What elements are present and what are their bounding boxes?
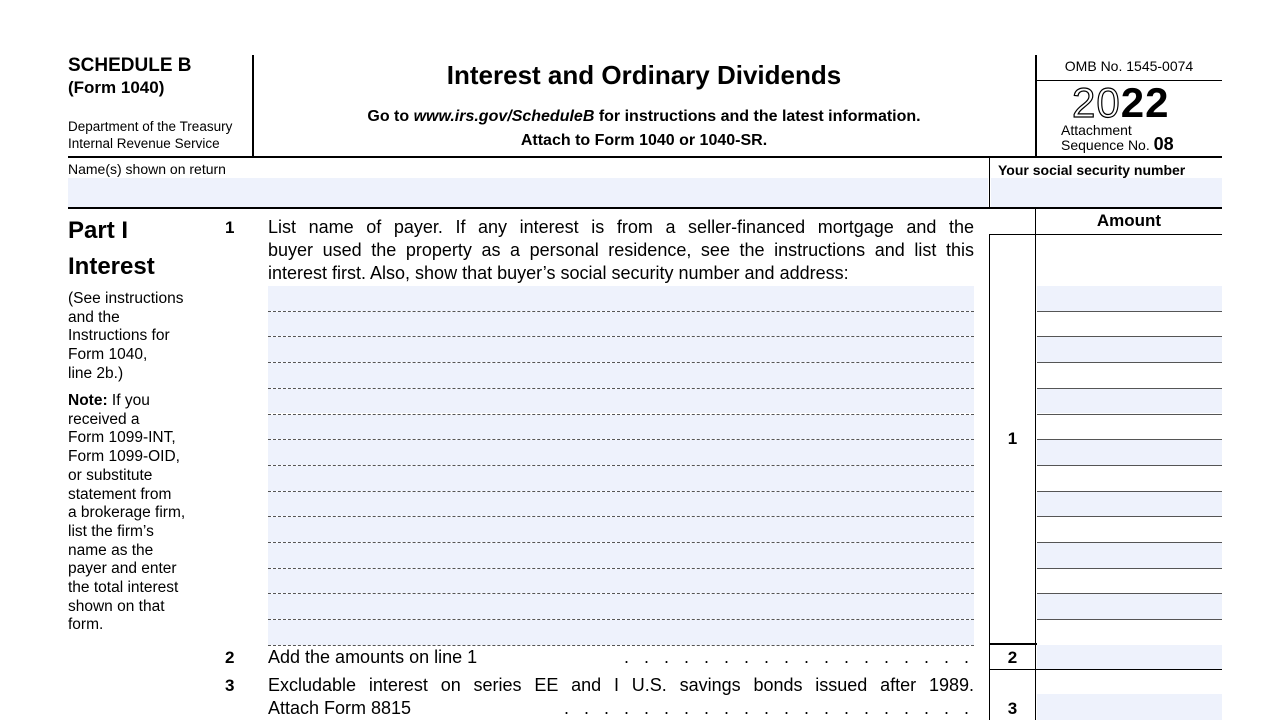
line-2-box-label: 2 bbox=[1007, 648, 1018, 667]
payer-amount-field[interactable] bbox=[1037, 312, 1222, 337]
note-label: Note: bbox=[68, 392, 108, 409]
part-title: Interest bbox=[68, 253, 155, 280]
brokerage-note bbox=[68, 392, 208, 635]
line-3-text-line: Attach Form 8815 bbox=[268, 698, 412, 718]
line-3-text bbox=[268, 674, 974, 720]
payer-amount-field[interactable] bbox=[1037, 337, 1222, 362]
payer-amount-field[interactable] bbox=[1037, 517, 1222, 542]
payer-name-field[interactable] bbox=[268, 492, 974, 517]
payer-name-field[interactable] bbox=[268, 543, 974, 568]
payer-name-field[interactable] bbox=[268, 337, 974, 362]
line-2-label: Add the amounts on line 1 bbox=[268, 647, 478, 667]
line-2-amount-field[interactable] bbox=[1037, 645, 1222, 669]
tax-year-prefix: 20 bbox=[1072, 79, 1121, 126]
amount-column-header: Amount bbox=[1096, 211, 1162, 230]
line-1-number: 1 bbox=[225, 218, 235, 237]
line-3-amount-field[interactable] bbox=[1037, 694, 1222, 720]
form-number: (Form 1040) bbox=[68, 78, 165, 97]
agency-name: Internal Revenue Service bbox=[68, 136, 220, 151]
part-label: Part I bbox=[68, 217, 129, 244]
instructions-link[interactable]: www.irs.gov/ScheduleB bbox=[413, 108, 595, 125]
line-2-bottom-rule bbox=[989, 669, 1222, 670]
line-3-leader: . . . . . . . . . . . . . . . . . . . . . bbox=[563, 698, 974, 718]
payer-amount-field[interactable] bbox=[1037, 440, 1222, 465]
payer-name-field[interactable] bbox=[268, 415, 974, 440]
payer-amount-field[interactable] bbox=[1037, 389, 1222, 414]
note-line: If you bbox=[107, 392, 150, 409]
attachment-sequence bbox=[1061, 123, 1174, 152]
omb-number: OMB No. 1545-0074 bbox=[1064, 58, 1194, 74]
amount-header-underline bbox=[989, 234, 1222, 235]
note-line: the total interest bbox=[68, 579, 179, 597]
payer-name-field[interactable] bbox=[268, 620, 974, 645]
note-line: Form 1099-OID, bbox=[68, 448, 180, 466]
payer-name-field[interactable] bbox=[268, 363, 974, 388]
part-heading bbox=[68, 213, 155, 285]
payer-amount-field[interactable] bbox=[1037, 620, 1222, 645]
see-instructions-note bbox=[68, 290, 208, 384]
note-line: form. bbox=[68, 616, 104, 634]
see-instructions-line: and the bbox=[68, 308, 120, 326]
sequence-label: Sequence No. bbox=[1061, 137, 1150, 153]
see-instructions-line: (See instructions bbox=[68, 290, 184, 307]
payer-name-field[interactable] bbox=[268, 594, 974, 619]
see-instructions-line: Form 1040, bbox=[68, 346, 148, 364]
attach-to-line: Attach to Form 1040 or 1040-SR. bbox=[520, 132, 768, 149]
payer-amount-field[interactable] bbox=[1037, 415, 1222, 440]
name-ssn-divider bbox=[989, 158, 990, 208]
attachment-label: Attachment bbox=[1061, 122, 1132, 138]
payer-amount-field[interactable] bbox=[1037, 286, 1222, 311]
department-name: Department of the Treasury bbox=[68, 119, 233, 134]
payer-name-field[interactable] bbox=[268, 286, 974, 311]
line-3-box-label: 3 bbox=[1007, 699, 1018, 718]
payer-amount-field[interactable] bbox=[1037, 594, 1222, 619]
see-instructions-line: line 2b.) bbox=[68, 364, 124, 382]
payer-amount-field[interactable] bbox=[1037, 466, 1222, 491]
line-1-text-line: buyer used the property as a personal residence, see the instructions and list this bbox=[268, 240, 974, 260]
payer-amount-field[interactable] bbox=[1037, 543, 1222, 568]
payer-amount-field[interactable] bbox=[1037, 569, 1222, 594]
payer-name-field[interactable] bbox=[268, 569, 974, 594]
tax-year bbox=[1072, 80, 1169, 126]
note-line: shown on that bbox=[68, 597, 165, 615]
line-1-text-line: List name of payer. If any interest is from a seller-financed mortgage and the bbox=[268, 217, 974, 237]
line-2-text bbox=[268, 646, 974, 669]
goto-prefix: Go to bbox=[367, 108, 414, 125]
name-row-bottom-rule bbox=[68, 207, 1222, 209]
name-label: Name(s) shown on return bbox=[68, 161, 226, 177]
note-line: received a bbox=[68, 410, 140, 428]
payer-name-field[interactable] bbox=[268, 389, 974, 414]
line-3-number: 3 bbox=[225, 676, 235, 695]
payer-name-field[interactable] bbox=[268, 440, 974, 465]
header-bottom-rule bbox=[68, 156, 1222, 158]
note-line: Form 1099-INT, bbox=[68, 429, 176, 447]
payer-name-field[interactable] bbox=[268, 312, 974, 337]
see-instructions-line: Instructions for bbox=[68, 327, 170, 345]
tax-year-suffix: 22 bbox=[1120, 79, 1170, 126]
line-2-leader: . . . . . . . . . . . . . . . . . . bbox=[623, 647, 974, 667]
note-line: name as the bbox=[68, 541, 154, 559]
note-line: or substitute bbox=[68, 466, 153, 484]
line-3-text-line: Excludable interest on series EE and I U.S. savings bonds issued after 1989. bbox=[268, 675, 974, 695]
schedule-name: SCHEDULE B bbox=[68, 55, 192, 76]
note-line: a brokerage firm, bbox=[68, 504, 186, 522]
line-1-text bbox=[268, 216, 974, 285]
line-1-box-label: 1 bbox=[1007, 429, 1018, 448]
note-line: statement from bbox=[68, 485, 172, 503]
instructions-line bbox=[254, 108, 1034, 126]
payer-amount-field[interactable] bbox=[1037, 363, 1222, 388]
payer-name-field[interactable] bbox=[268, 517, 974, 542]
note-line: list the firm’s bbox=[68, 522, 154, 540]
department-block bbox=[68, 118, 232, 152]
payer-name-field[interactable] bbox=[268, 466, 974, 491]
payer-amount-field[interactable] bbox=[1037, 492, 1222, 517]
sequence-number: 08 bbox=[1153, 134, 1174, 154]
line-2-number: 2 bbox=[225, 648, 235, 667]
ssn-field[interactable] bbox=[991, 178, 1222, 207]
note-line: payer and enter bbox=[68, 560, 177, 578]
form-title: Interest and Ordinary Dividends bbox=[446, 60, 842, 90]
ssn-label: Your social security number bbox=[998, 162, 1186, 178]
line-1-text-line: interest first. Also, show that buyer’s social security number and address: bbox=[268, 263, 849, 283]
goto-suffix: for instructions and the latest information. bbox=[594, 108, 921, 125]
name-field[interactable] bbox=[68, 178, 988, 207]
